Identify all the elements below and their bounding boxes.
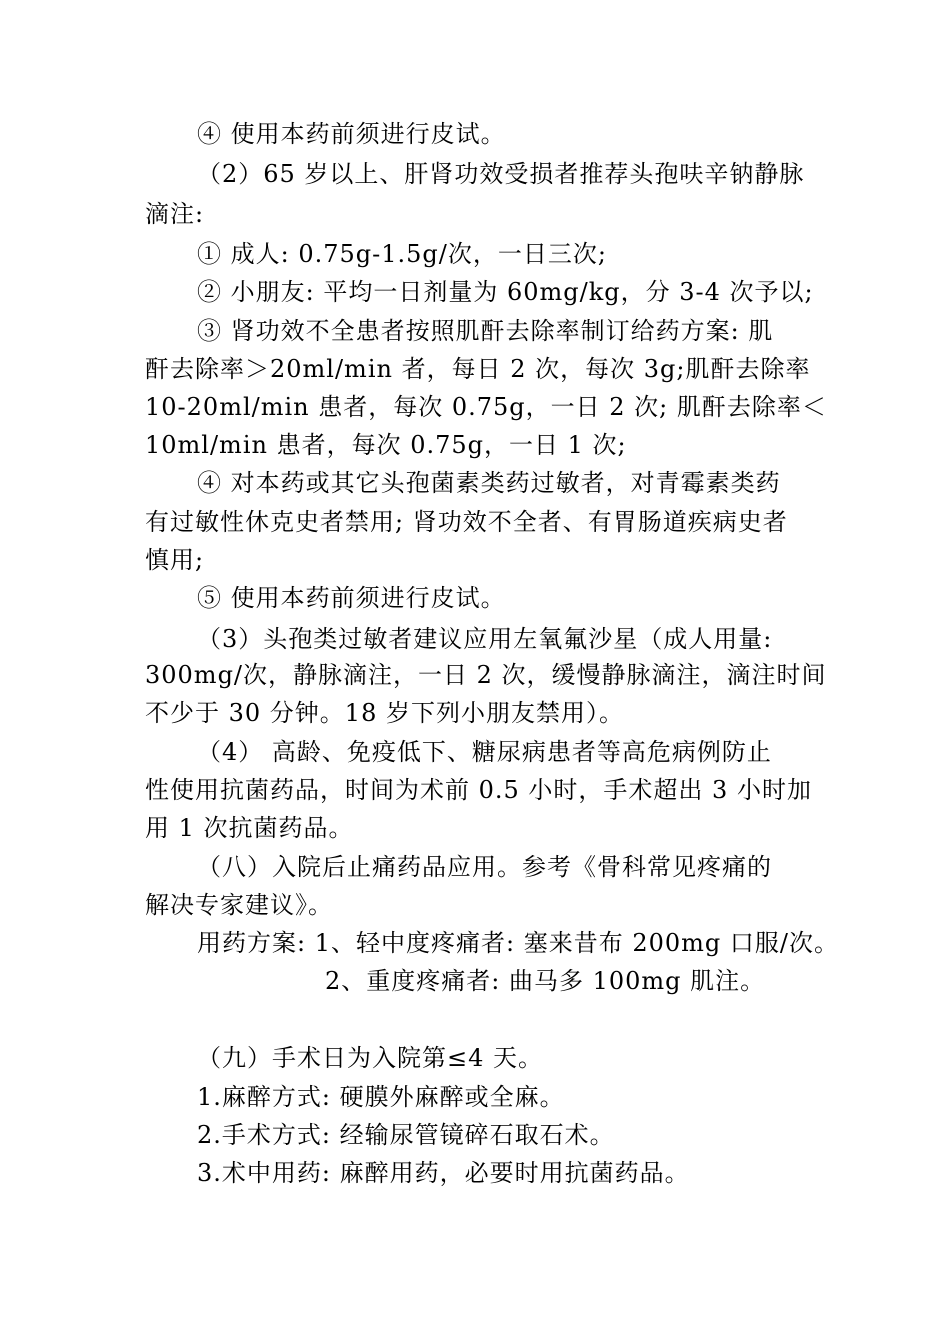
text-line: （八）入院后止痛药品应用。参考《骨科常见疼痛的 (197, 853, 772, 881)
text-line: ③ 肾功效不全患者按照肌酐去除率制订给药方案: 肌 (197, 317, 774, 345)
text-line: ① 成人: 0.75g-1.5g/次，一日三次; (197, 240, 607, 268)
text-line: 2.手术方式: 经输尿管镜碎石取石术。 (197, 1121, 615, 1149)
text-line: （2）65 岁以上、肝肾功效受损者推荐头孢呋辛钠静脉 (197, 160, 805, 188)
text-line: （九）手术日为入院第≤4 天。 (197, 1044, 544, 1072)
text-line: ④ 对本药或其它头孢菌素类药过敏者，对青霉素类药 (197, 469, 781, 497)
text-line: 不少于 30 分钟。18 岁下列小朋友禁用）。 (145, 699, 624, 727)
text-line: 1.麻醉方式: 硬膜外麻醉或全麻。 (197, 1083, 565, 1111)
text-line: 10-20ml/min 患者，每次 0.75g，一日 2 次; 肌酐去除率＜ (145, 393, 827, 421)
text-line: 滴注: (145, 200, 205, 228)
text-line: 300mg/次，静脉滴注，一日 2 次，缓慢静脉滴注，滴注时间 (145, 661, 827, 689)
text-line: 解决专家建议》。 (145, 891, 333, 919)
text-line: 用 1 次抗菌药品。 (145, 814, 354, 842)
text-line: 用药方案: 1、轻中度疼痛者: 塞来昔布 200mg 口服/次。 (197, 929, 839, 957)
text-line: ⑤ 使用本药前须进行皮试。 (197, 584, 506, 612)
text-line: ④ 使用本药前须进行皮试。 (197, 120, 506, 148)
text-line: 2、重度疼痛者: 曲马多 100mg 肌注。 (325, 967, 766, 995)
text-line: （3）头孢类过敏者建议应用左氧氟沙星（成人用量: (197, 625, 773, 653)
text-line: 10ml/min 患者，每次 0.75g，一日 1 次; (145, 431, 627, 459)
text-line: 3.术中用药: 麻醉用药，必要时用抗菌药品。 (197, 1159, 690, 1187)
text-line: 慎用; (145, 546, 205, 574)
text-line: 性使用抗菌药品，时间为术前 0.5 小时，手术超出 3 小时加 (145, 776, 812, 804)
text-line: ② 小朋友: 平均一日剂量为 60mg/kg，分 3-4 次予以; (197, 278, 814, 306)
text-line: 酐去除率＞20ml/min 者，每日 2 次，每次 3g;肌酐去除率 (145, 355, 811, 383)
text-line: （4） 高龄、免疫低下、糖尿病患者等高危病例防止 (197, 738, 772, 766)
text-line: 有过敏性休克史者禁用; 肾功效不全者、有胃肠道疾病史者 (145, 508, 788, 536)
